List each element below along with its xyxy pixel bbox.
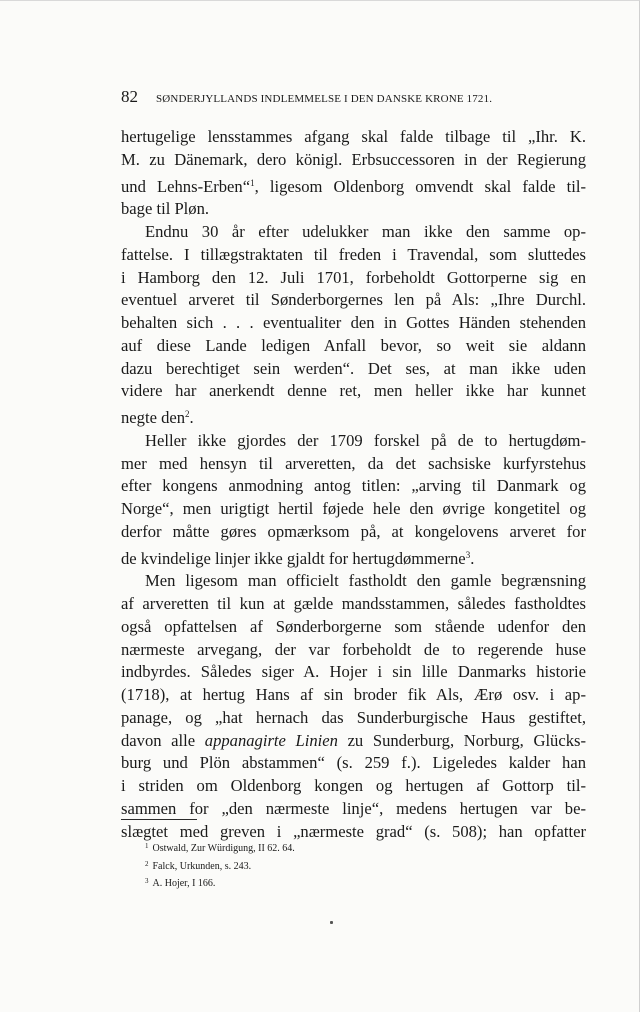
footnote-ref: 2 — [185, 409, 190, 419]
text-line: mer med hensyn til arveretten, da det sachsiske kurfyrstehus — [121, 453, 586, 473]
footnotes — [145, 839, 545, 892]
print-speck — [330, 921, 333, 924]
emphasis: appanagirte Linien — [204, 730, 338, 750]
text-line: af arveretten til kun at gælde mandsstammen, således fastholdtes — [121, 594, 586, 613]
text-line: panage, og „hat hernach das Sunderburgische Haus gestiftet, — [121, 707, 586, 727]
text-line: eventuel arveret til Sønderborgernes len på Als: „Ihre Durchl. — [121, 290, 586, 310]
text-line: derfor måtte gøres opmærksom på, at kongelovens arveret for — [121, 521, 586, 541]
footnote-text: A. Hojer, I 166. — [152, 878, 216, 889]
text-line: (1718), at hertug Hans af sin broder fik Als, Ærø osv. i ap- — [121, 685, 586, 704]
footnote-ref: 1 — [250, 177, 255, 188]
text-line: i striden om Oldenborg kongen og hertugen af Gottorp til- — [121, 776, 586, 795]
text-line: efter kongens anmodning antog titlen: „arving til Danmark og — [121, 476, 586, 496]
page-header — [121, 87, 561, 107]
text-line: videre har anerkendt denne ret, men heller ikke har kunnet — [121, 381, 586, 401]
footnote — [145, 874, 545, 892]
text-line: Heller ikke gjordes der 1709 forskel på de to hertugdøm- — [145, 430, 586, 450]
text-line: davon alle appanagirte Linien zu Sunderburg, Norburg, Glücks- — [121, 730, 586, 750]
text-line: behalten sich . . . eventualiter den in Gottes Händen stehenden — [121, 313, 586, 332]
text-line: også opfattelsen af Sønderborgerne som stående udenfor den — [121, 616, 586, 636]
text-line: Men ligesom man officielt fastholdt den gamle begrænsning — [145, 571, 586, 591]
text-line: Endnu 30 år efter udelukker man ikke den samme op- — [145, 222, 586, 241]
paragraph — [121, 430, 586, 571]
body-text — [121, 126, 586, 843]
text-line: fattelse. I tillægstraktaten til freden i Travendal, som sluttedes — [121, 244, 586, 264]
footnote-text: Ostwald, Zur Würdigung, II 62. 64. — [152, 843, 295, 854]
text-line: i Hamborg den 12. Juli 1701, forbeholdt Gottorperne sig en — [121, 267, 586, 287]
footnote-mark: 3 — [145, 877, 149, 885]
text-line: Norge“, men urigtigt hertil føjede hele den øvrige kongetitel og — [121, 499, 586, 518]
text-line: bage til Pløn. — [121, 199, 210, 219]
running-title: SØNDERJYLLANDS INDLEMMELSE I DEN DANSKE KRONE 1721. — [156, 93, 493, 105]
footnote-divider — [121, 819, 197, 820]
footnote-mark: 2 — [145, 859, 149, 868]
text-line: burg und Plön abstammen“ (s. 259 f.). Ligeledes kalder han — [121, 753, 586, 773]
paragraph — [121, 570, 586, 843]
text-line: auf diese Lande ledigen Anfall bevor, so weit sie aldann — [121, 335, 586, 355]
text-line: slægtet med greven i „nærmeste grad“ (s. 508); han opfatter — [121, 821, 586, 841]
footnote-text: Falck, Urkunden, s. 243. — [152, 860, 252, 872]
footnote-ref: 3 — [465, 549, 471, 560]
paragraph — [121, 126, 586, 221]
text-line: negte den$^2$. — [121, 408, 194, 427]
text-line: de kvindelige linjer ikke gjaldt for hertugdømmerne$^3$. — [121, 548, 475, 568]
text-line: indbyrdes. Således siger A. Hojer i sin lille Danmarks historie — [121, 662, 586, 682]
text-line: sammen for „den nærmeste linje“, medens hertugen var be- — [121, 798, 586, 818]
page-number: 82 — [121, 87, 138, 106]
footnote-mark: 1 — [145, 842, 149, 850]
text-line: dazu berechtiget sein werden“. Det ses, at man ikke uden — [121, 358, 586, 378]
text-line: M. zu Dänemark, dero königl. Erbsuccessoren in der Regierung — [121, 149, 586, 169]
paragraph — [121, 221, 586, 430]
footnote — [145, 857, 545, 875]
text-line: und Lehns-Erben“$^1$, ligesom Oldenborg omvendt skal falde til- — [121, 176, 586, 196]
footnote — [145, 839, 545, 857]
text-line: hertugelige lensstammes afgang skal falde tilbage til „Ihr. K. — [121, 127, 586, 146]
text-line: nærmeste arvegang, der var forbeholdt de to regerende huse — [121, 639, 586, 659]
